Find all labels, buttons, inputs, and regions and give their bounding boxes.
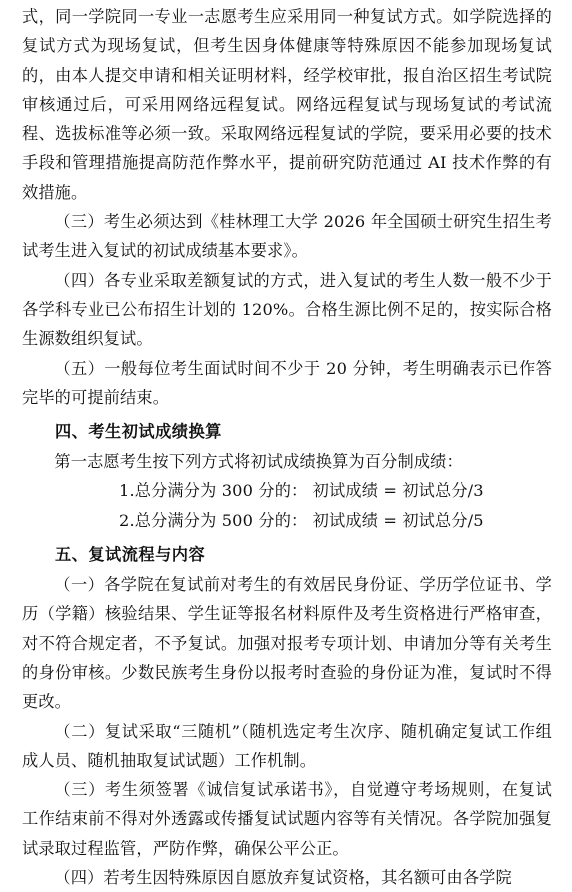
section-heading-score-conversion: 四、考生初试成绩换算 bbox=[55, 422, 222, 442]
paragraph-item-3: （三）考生必须达到《桂林理工大学 2026 年全国硕士研究生招生考试考生进入复试的初试成绩基本要求》。 bbox=[22, 212, 552, 261]
retest-item-1: （一）各学院在复试前对考生的有效居民身份证、学历学位证书、学历（学籍）核验结果、学生证等报名材料原件及考生资格进行严格审查，对不符合规定者，不予复试。加强对报考专项计划、申请加分等有关考生的身份审核。少数民族考生身份以报考时查验的身份证为准，复试时不得更改。 bbox=[22, 575, 552, 712]
paragraph-item-5: （五）一般每位考生面试时间不少于 20 分钟，考生明确表示已作答完毕的可提前结束。 bbox=[22, 358, 552, 407]
retest-item-4: （四）若考生因特殊原因自愿放弃复试资格，其名额可由各学院 bbox=[54, 868, 512, 888]
paragraph-item-4: （四）各专业采取差额复试的方式，进入复试的考生人数一般不少于各学科专业已公布招生计划的 120%。合格生源比例不足的，按实际合格生源数组织复试。 bbox=[22, 270, 552, 349]
document-page bbox=[22, 2, 552, 892]
score-formula-500: 2.总分满分为 500 分的： 初试成绩 = 初试总分/5 bbox=[119, 510, 484, 530]
score-conversion-intro: 第一志愿考生按下列方式将初试成绩换算为百分制成绩： bbox=[54, 452, 463, 472]
retest-item-2: （二）复试采取“三随机”（随机选定考生次序、随机确定复试工作组成人员、随机抽取复试试题）工作机制。 bbox=[22, 721, 552, 770]
retest-item-3: （三）考生须签署《诚信复试承诺书》，自觉遵守考场规则，在复试工作结束前不得对外透露或传播复试试题内容等有关情况。各学院加强复试录取过程监管，严防作弊，确保公平公正。 bbox=[22, 780, 552, 858]
paragraph-continued: 式，同一学院同一专业一志愿考生应采用同一种复试方式。如学院选择的复试方式为现场复试，但考生因身体健康等特殊原因不能参加现场复试的，由本人提交申请和相关证明材料，经学校审批，报自治区招生考试院审核通过后，可采用网络远程复试。网络远程复试与现场复试的考试流程、选拔标准等必须一致。采取网络远程复试的学院，要采用必要的技术手段和管理措施提高防范作弊水平，提前研究防范通过 AI 技术作弊的有效措施。 bbox=[22, 7, 552, 202]
score-formula-300: 1.总分满分为 300 分的： 初试成绩 = 初试总分/3 bbox=[119, 481, 484, 501]
section-heading-retest-process: 五、复试流程与内容 bbox=[55, 545, 206, 565]
